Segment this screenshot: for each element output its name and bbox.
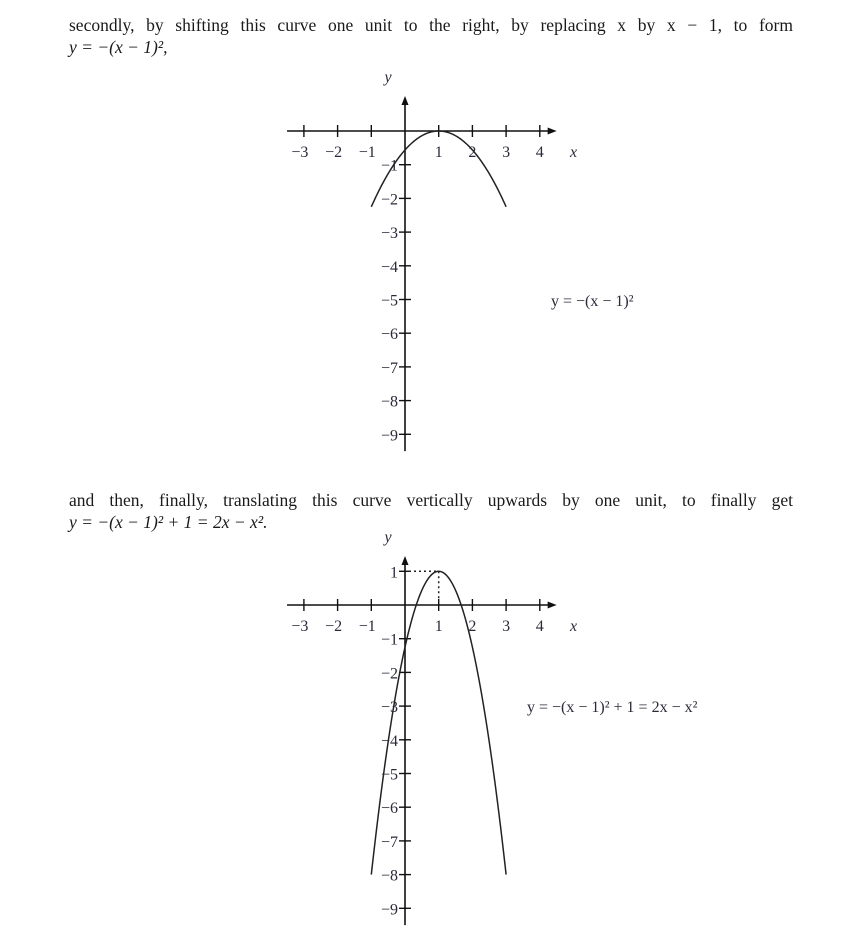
x-axis-label: x [569, 618, 578, 635]
y-tick-label: −8 [380, 867, 398, 885]
x-tick-label: 3 [502, 144, 511, 161]
x-tick-label: −2 [325, 144, 343, 161]
y-tick-label: −3 [380, 225, 398, 243]
y-axis-arrow-icon [402, 556, 409, 565]
equation-inline: y = −(x − 1)² + 1 = 2x − x². [69, 512, 268, 532]
y-axis-label: y [384, 69, 392, 86]
x-tick-label: 2 [468, 618, 477, 635]
y-tick-label: −5 [380, 766, 398, 784]
curve-equation-label: y = −(x − 1)² + 1 = 2x − x² [527, 699, 698, 716]
x-tick-label: −3 [291, 144, 309, 161]
y-tick-label: −6 [380, 800, 398, 818]
x-tick-label: 1 [434, 144, 443, 161]
x-tick-label: 1 [434, 618, 443, 635]
y-tick-label: −9 [380, 427, 398, 445]
y-tick-label: −9 [380, 901, 398, 919]
paragraph-line: secondly, by shifting this curve one unit to the right, by replacing x by x − 1, to form [69, 15, 793, 35]
y-tick-label: 1 [390, 564, 398, 582]
parabola-curve [371, 571, 506, 874]
y-tick-label: −8 [380, 393, 398, 411]
x-tick-label: 4 [535, 618, 544, 635]
x-tick-label: −3 [291, 618, 309, 635]
x-tick-label: −2 [325, 618, 343, 635]
y-tick-label: −6 [380, 326, 398, 344]
equation-inline: y = −(x − 1)², [69, 37, 168, 57]
y-tick-label: −5 [380, 292, 398, 310]
y-axis-label: y [384, 529, 392, 546]
x-axis-arrow-icon [548, 128, 557, 135]
y-tick-label: −3 [380, 699, 398, 717]
y-tick-label: −4 [380, 732, 398, 750]
y-tick-label: −1 [380, 631, 398, 649]
chart-shifted-parabola [287, 69, 634, 451]
y-tick-label: −7 [380, 359, 398, 377]
y-tick-label: −1 [380, 157, 398, 175]
x-tick-label: 2 [468, 144, 477, 161]
x-axis-arrow-icon [548, 602, 557, 609]
x-tick-label: −1 [358, 618, 376, 635]
y-tick-label: −7 [380, 833, 398, 851]
y-axis-arrow-icon [402, 96, 409, 105]
x-tick-label: −1 [358, 144, 376, 161]
x-axis-label: x [569, 144, 578, 161]
x-tick-label: 4 [535, 144, 544, 161]
chart-translated-parabola [287, 529, 698, 925]
y-tick-label: −2 [380, 191, 398, 209]
y-tick-label: −2 [380, 665, 398, 683]
curve-equation-label: y = −(x − 1)² [551, 293, 634, 310]
x-tick-label: 3 [502, 618, 511, 635]
paragraph-line: and then, finally, translating this curve vertically upwards by one unit, to finally get [69, 490, 793, 510]
y-tick-label: −4 [380, 258, 398, 276]
